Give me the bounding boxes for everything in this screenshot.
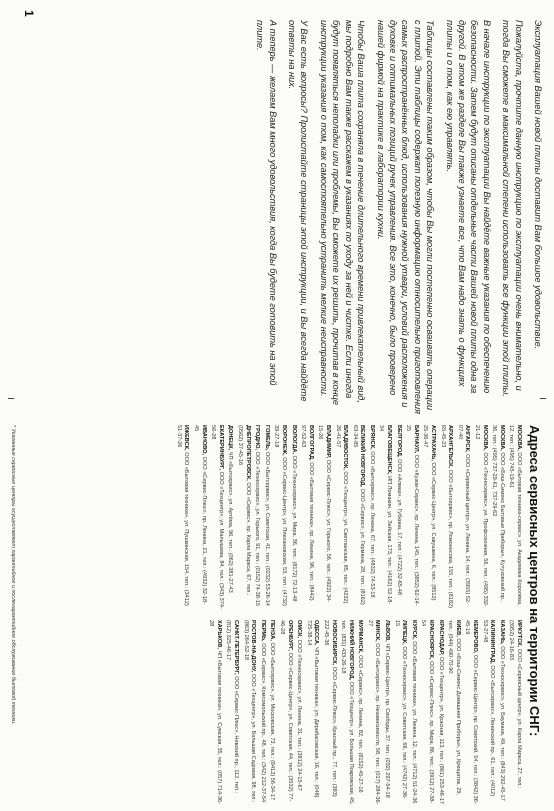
service-center-city: ВЛАДИМИР,	[324, 425, 331, 459]
service-center-city: КРАСНОЯРСК,	[428, 620, 435, 660]
service-center-entry	[226, 425, 234, 610]
intro-paragraph: Пожалуйста, прочтите данную инструкцию по эксплуатации очень внимательно, и тогда Вы сможете в максимальной степени использовать все функции этой плиты.	[501, 20, 524, 397]
page-number: 1	[22, 10, 36, 17]
service-center-entry	[392, 620, 407, 805]
service-center-details: ООО «Сервис-Плюс», пр. Ленина, 21, тел.: (4932) 32-18-45	[193, 425, 207, 604]
service-center-city: АРХАНГЕЛЬСК,	[447, 425, 454, 469]
intro-paragraph: Эксплуатация Вашей новой плиты доставит Вам большое удовольствие.	[533, 20, 543, 350]
service-center-city: РОСТОВ-НА-ДОНУ,	[250, 620, 257, 673]
crop-mark	[540, 398, 546, 399]
service-center-details: ООО «Бытовая техника-сервис», ул. Академика Королёва, 12, тел.: (495) 745-19-61	[508, 425, 522, 606]
service-center-details: ИП Ломакин, ул. Зейская, 173, тел.: (4162) 52-18-34	[378, 425, 393, 605]
service-center-city: МИНСК,	[374, 620, 381, 642]
service-center-details: ООО «Бытсервис», ул. Московская, 73, тел.: (8412) 56-34-17	[269, 642, 276, 801]
service-center-city: НОВОСИБИРСК,	[330, 620, 337, 666]
service-centers-title: Адреса сервисных центров на территории СНГ:	[527, 425, 542, 737]
service-center-details: ООО «Техносервис», ул. Советская, 66, тел.: (4742) 27-36-15	[393, 620, 408, 799]
service-center-entry	[191, 425, 206, 610]
service-center-entry	[365, 620, 380, 805]
service-center-entry	[304, 620, 319, 805]
service-center-details: ООО «Бытсервис», пр. Ломоносова, 155, тел.: (8182) 65-45-23	[439, 425, 454, 608]
service-centers-columns	[172, 425, 522, 805]
service-center-entry	[272, 425, 287, 610]
service-center-entry	[383, 620, 391, 805]
service-center-entry	[235, 425, 250, 610]
service-center-city: БАРНАУЛ,	[412, 425, 419, 454]
service-center-city: ПЕНЗА,	[269, 620, 276, 641]
service-center-entry	[339, 620, 354, 805]
service-center-city: МОСКВА,	[481, 425, 488, 451]
service-center-entry	[480, 620, 495, 805]
intro-paragraph: У Вас есть вопросы? Пролистайте страницы этой инструкции, и Вы всегда найдёте ответы на них.	[287, 20, 310, 402]
service-center-city: ИЖЕВСК,	[183, 425, 190, 451]
service-center-entry	[490, 425, 505, 610]
service-center-entry	[419, 620, 434, 805]
service-center-city: КУРСК,	[410, 620, 417, 640]
service-center-city: ВОРОНЕЖ,	[280, 425, 287, 456]
service-center-details: ООО «Техносервис», ул. Горького, 91, тел.: (0152) 74-38-15	[254, 451, 261, 606]
service-center-details: ООО «Бытовая техника», пр. Ленина, 96, тел.: (8442) 97-52-63	[300, 425, 314, 601]
service-center-city: ПЕРМЬ,	[259, 620, 266, 642]
service-center-city: КАЗАНЬ,	[498, 620, 505, 645]
service-center-entry	[262, 425, 270, 610]
service-center-city: ОДЕССА,	[313, 620, 320, 646]
service-center-details: ООО «Сервис-Плюс», Невский пр., 112, тел.: (812) 325-46-17	[225, 620, 239, 794]
manual-intro-section	[14, 20, 544, 415]
service-center-details: ООО «Сервис-Плюс», Красный пр., 77, тел.: (383) 222-45-36	[322, 620, 337, 797]
service-center-details: ООО «Техцентр», ул. Большая Садовая, 98, тел.: (863) 264-52-18	[242, 620, 257, 803]
service-center-entry	[253, 425, 261, 610]
service-center-details: ООО «Техцентр», ул. Светланская, 85, тел.: (4232) 26-41-57	[334, 425, 349, 604]
service-center-entry	[421, 425, 436, 610]
service-center-details: ООО «Бытовая техника», ул. Ленина, 12, тел.: (4712) 51-24-36	[410, 641, 417, 804]
service-center-details: ООО «Техносервис», ул. Ленина, 31, тел.: (3812) 24-15-67	[296, 639, 303, 791]
service-center-city: АСТРАХАНЬ,	[430, 425, 437, 461]
service-center-entry	[277, 620, 292, 805]
service-center-entry	[446, 620, 461, 805]
service-center-entry	[224, 620, 239, 805]
service-centers-section	[12, 425, 542, 805]
service-center-details: ООО «Сервис», Комсомольский пр., 48, тел.: (342) 212-37-54	[259, 643, 266, 803]
service-center-entry	[258, 620, 266, 805]
service-center-details: ЧП «Бытсервис», ул. Артёма, 96, тел.: (062) 381-27-43	[227, 451, 234, 593]
service-center-city: МОСКВА,	[498, 425, 505, 451]
service-center-details: ООО «Алмаз», ул. Губкина, 17, тел.: (4722) 32-65-48	[395, 459, 402, 596]
service-center-entry	[350, 425, 365, 610]
service-center-details: ООО «Техцентр», ул. Малышева, 84, тел.: (343) 374-56-28	[210, 425, 224, 609]
service-center-city: ВЛАДИВОСТОК,	[342, 425, 349, 470]
service-center-details: ООО «Сервис-Плюс», пр. Мира, 86, тел.: (3912) 27-38-54	[420, 620, 435, 804]
service-center-city: ЛЬВОВ,	[384, 620, 391, 642]
service-center-details: ЧП «Бытовая техника», ул. Дерибасовская, 16, тел.: (048) 725-38-14	[305, 620, 320, 798]
service-center-details: ООО «Бытсервис», Ленинский пр., 61, тел.: (4012) 53-27-48	[481, 620, 496, 797]
service-center-details: ООО «Техцентр», ул. Красная, 113, тел.: (861) 253-46-17	[437, 657, 444, 805]
service-center-entry	[316, 425, 331, 610]
intro-paragraph: Чтобы Ваша плита сохраняла в течение длительного времени привлекательный вид, мы подробно Вам также расскажем в указаниях по уходу за ней и чистке. Если иногда будут появляться неполадки или проблемы, Вы сможете их решить, прочитав в конце инструкции указания о том, как самостоятельно устранить мелкие неисправности.	[318, 20, 367, 406]
service-center-city: ОРЕНБУРГ,	[286, 620, 293, 652]
service-center-entry	[455, 425, 470, 610]
service-center-details: ООО «Бытсервис», пр. Независимости, 58, тел.: (017) 284-36-27	[366, 620, 381, 805]
service-column-1	[172, 425, 522, 610]
service-center-entry	[507, 425, 522, 610]
service-center-details: ООО «Сервис-Плюс», ул. Горького, 56, тел.: (4922) 34-15-26	[317, 425, 331, 603]
service-center-city: ГРОДНО,	[254, 425, 261, 451]
service-center-details: ООО «Бытсервис», ул. Советская, 41, тел.: (0232) 53-26-14	[263, 451, 270, 606]
service-center-city: КАЛИНИНГРАД,	[489, 620, 496, 664]
service-center-details: ЧП «Бытовая техника», ул. Сумская, 35, тел.: (057) 714-36-28	[208, 620, 222, 805]
service-center-entry	[404, 425, 419, 610]
service-center-city: ЕКАТЕРИНБУРГ,	[217, 425, 224, 471]
service-center-details: ООО «Техносервис», ул. Баумана, 49, тел.: (843) 292-45-17	[498, 646, 505, 801]
service-center-details: ООО «Техносервис», ул. Профсоюзная, 56, тел.: (495) 332-21-12	[474, 425, 488, 607]
service-center-details: ООО «Сервис-Центр», ул. Плехановская, 53, тел.: (4732) 39-27-18	[273, 425, 287, 606]
service-center-city: ЛИПЕЦК,	[401, 620, 408, 645]
service-center-city: КИЕВ,	[454, 620, 461, 637]
service-center-city: КЕМЕРОВО,	[472, 620, 479, 654]
service-center-city: БЛАГОВЕЩЕНСК,	[386, 425, 393, 475]
service-center-details: ООО «Кузов-Сервис», пр. Ленина, 145, тел.: (3852) 62-14-25	[405, 425, 419, 606]
service-center-city: ОМСК,	[296, 620, 303, 639]
service-center-details: ООО «Бытовая техника», ул. Пушкинская, 154, тел.: (3412) 51-37-26	[175, 425, 190, 606]
service-center-city: БЕЛГОРОД,	[395, 425, 402, 458]
service-center-city: САНКТ-ПЕТЕРБУРГ,	[233, 620, 239, 675]
service-center-entry	[463, 620, 478, 805]
service-center-details: ООО «Сервисный центр», ул. Ленина, 14, тел.: (3955) 52-07-40	[456, 425, 471, 604]
service-center-city: ГОМЕЛЬ,	[263, 425, 270, 451]
service-center-entry	[268, 620, 276, 805]
service-center-entry	[299, 425, 314, 610]
service-center-details: ООО «Бош-Сименс Бытовые Приборы», Кутузовский пр., 36, тел.: (495) 737-29-61, 737-29-62	[491, 425, 505, 602]
service-center-details: ООО «Сервис», пр. Ленина, 82, тел.: (8152) 45-27-16	[357, 655, 364, 793]
service-center-entry	[321, 620, 336, 805]
service-center-entry	[436, 620, 444, 805]
service-center-city: ИРКУТСК,	[516, 620, 522, 648]
service-center-details: ООО «Сервис», ул. Германа, 28, тел.: (8162) 63-34-85	[351, 425, 366, 605]
service-center-details: ООО «Сервисный центр», ул. Карла Маркса, 27, тел.: (3952) 24-16-83	[508, 620, 522, 789]
service-footnote: * Указанные сервисные центры осуществляют гарантийное и послегарантийное обслуживание бытовой техники.	[10, 425, 16, 725]
service-center-city: МУРМАНСК,	[357, 620, 364, 654]
service-center-entry	[497, 620, 505, 805]
service-center-details: ООО «Сервис-Центр», ул. Советская, 44, тел.: (3532) 77-46-28	[278, 620, 293, 802]
service-center-city: ДНЕПРОПЕТРОВСК,	[244, 425, 251, 481]
service-center-city: ХАРЬКОВ,	[215, 620, 222, 649]
service-center-city: ИВАНОВО,	[200, 425, 207, 456]
service-center-entry	[174, 425, 189, 610]
service-center-entry	[438, 425, 453, 610]
service-center-entry	[394, 425, 402, 610]
service-center-details: ЧП «Сервис-Центр», пр. Свободы, 37, тел.: (032) 297-54-18	[384, 643, 391, 798]
service-center-entry	[241, 620, 256, 805]
service-center-entry	[289, 425, 297, 610]
service-center-details: ООО «Бош-Сименс Домашние Приборы», ул. Крещатик, 29, тел.: (044) 490-70-90	[447, 620, 461, 796]
crop-mark	[8, 398, 14, 399]
intro-paragraph: В начале инструкции по эксплуатации Вы найдёте важные указания по обеспечению безопасности. Затем будут описаны отдельные части Вашей новой плиты одна за другой. В этом же разделе Вы также узнаете все, что Вам надо знать о функциях плиты и о том, как ею управлять.	[444, 20, 492, 394]
service-center-details: ООО «Бытсервис», пр. Ленина, 67, тел.: (4832) 74-53-18	[368, 451, 375, 598]
service-center-entry	[333, 425, 348, 610]
service-center-city: МОСКВА,	[516, 425, 522, 451]
service-column-2	[172, 620, 522, 805]
service-center-details: ООО «Сервис», пр. Карла Маркса, 67, тел.: (0562) 37-45-16	[237, 425, 251, 596]
service-center-entry	[295, 620, 303, 805]
service-center-city: ВОЛОГДА,	[290, 425, 297, 454]
service-center-details: ООО «Техцентр», ул. Большая Покровская, 45, тел.: (831) 433-26-18	[340, 620, 354, 805]
service-center-entry	[209, 425, 224, 610]
service-center-city: БРЯНСК,	[368, 425, 375, 450]
service-center-city: ДОНЕЦК,	[227, 425, 234, 451]
intro-paragraph: А теперь — желаем Вам много удовольствия, когда Вы будете готовить на этой плите.	[255, 20, 278, 386]
service-center-details: ООО «Техносервис», ул. Мира, 36, тел.: (8172) 72-13-48	[290, 455, 297, 602]
service-center-entry	[377, 425, 392, 610]
service-center-city: ВОЛГОГРАД,	[307, 425, 314, 461]
service-center-entry	[409, 620, 417, 805]
service-center-details: ООО «Сервис-Центр», ул. Савушкина, 6, тел.: (8512) 25-36-47	[422, 425, 437, 601]
service-center-entry	[507, 620, 522, 805]
service-center-city: КРАСНОДАР,	[437, 620, 444, 656]
service-center-city: ВЕЛИКИЙ НОВГОРОД,	[359, 425, 366, 488]
service-center-entry	[207, 620, 222, 805]
service-center-city: АНГАРСК,	[464, 425, 471, 453]
service-center-city: НИЖНИЙ НОВГОРОД,	[347, 620, 354, 681]
intro-paragraph: Таблицы составлены таким образом, чтобы Вы могли постепенно осваивать операции с плитой. Эти таблицы содержат полезную информацию относительно приготовления самых распространённых блюд, использования нужной утвари, условий расположения и духовке и оптимальных позиций ручек управления. Все это, конечно, было проверено нашей фирмой на практике в лаборатории кухни.	[375, 20, 436, 415]
service-center-entry	[367, 425, 375, 610]
service-center-entry	[472, 425, 487, 610]
service-center-details: ООО «Сервис-Центр», пр. Советский, 54, тел.: (3842) 36-45-19	[464, 620, 479, 804]
service-center-entry	[356, 620, 364, 805]
